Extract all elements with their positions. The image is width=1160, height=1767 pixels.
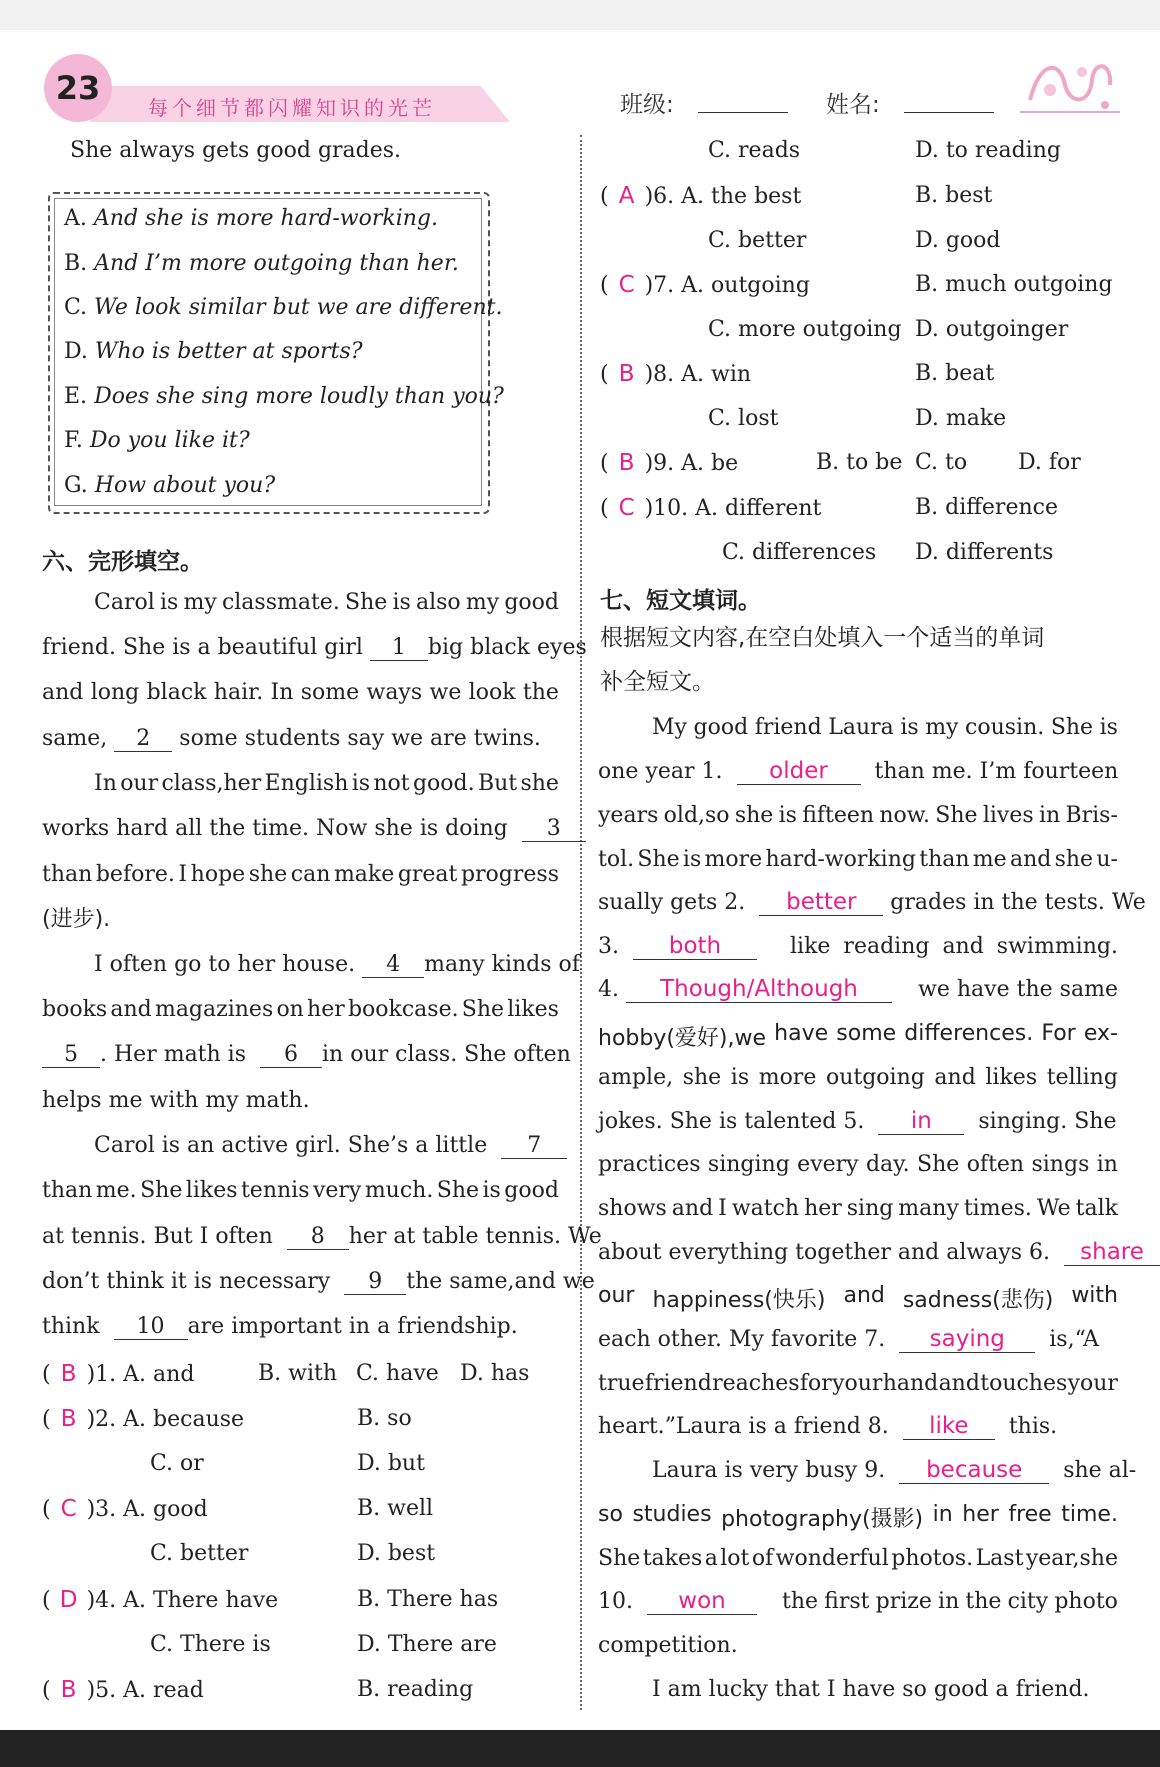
passage-line: shows and I watch her sing many times. We talk <box>598 1196 1118 1221</box>
blank-6[interactable]: 6 <box>260 1043 322 1068</box>
option-5c: C. reads <box>708 138 801 163</box>
cloze-line: I often go to her house. 4 many kinds of <box>94 952 580 977</box>
option-8b: B. beat <box>915 361 995 386</box>
option-e: E. Does she sing more loudly than you? <box>64 384 504 409</box>
option-f: F. Do you like it? <box>64 428 250 453</box>
instruction-line: 补全短文。 <box>600 669 715 695</box>
question-1: ( B )1. A. and <box>42 1361 195 1387</box>
passage-line: practices singing every day. She often sings in <box>598 1152 1118 1177</box>
question-7: ( C )7. A. outgoing <box>600 272 810 298</box>
cloze-line: helps me with my math. <box>42 1088 310 1113</box>
passage-line: My good friend Laura is my cousin. She is <box>652 715 1118 740</box>
question-8: ( B )8. A. win <box>600 361 752 387</box>
passage-line: true friend reaches for your hand and touches your <box>598 1371 1118 1396</box>
option-3c: C. better <box>150 1541 249 1566</box>
passage-blank-5[interactable]: in <box>878 1109 964 1135</box>
passage-line: about everything together and always 6. share <box>598 1240 1160 1266</box>
cloze-line: friend. She is a beautiful girl 1 big black eyes <box>42 635 587 660</box>
cloze-line: same, 2 some students say we are twins. <box>42 726 541 751</box>
blank-5[interactable]: 5 <box>42 1043 100 1068</box>
option-4d: D. There are <box>357 1632 497 1657</box>
class-label: 班级: <box>620 92 674 118</box>
passage-blank-9[interactable]: because <box>899 1458 1049 1484</box>
flourish-icon <box>1020 50 1120 120</box>
option-d: D. Who is better at sports? <box>64 339 363 364</box>
option-1b: B. with <box>258 1361 338 1386</box>
passage-line: one year 1. older than me. I’m fourteen <box>598 758 1119 784</box>
page-number-badge <box>44 54 112 122</box>
header-slogan: 每个细节都闪耀知识的光芒 <box>148 96 436 120</box>
passage-line: She takes a lot of wonderful photos. Last year,she <box>598 1546 1118 1571</box>
option-7c: C. more outgoing <box>708 317 902 342</box>
option-b: B. And I’m more outgoing than her. <box>64 251 459 276</box>
passage-line: years old,so she is fifteen now. She lives in Bris- <box>598 803 1118 828</box>
option-2d: D. but <box>357 1451 425 1476</box>
question-6: ( A )6. A. the best <box>600 183 802 209</box>
option-1c: C. have <box>356 1361 439 1386</box>
passage-line: we have the same <box>918 977 1118 1002</box>
option-8c: C. lost <box>708 406 779 431</box>
passage-blank-6[interactable]: share <box>1064 1240 1160 1266</box>
blank-10[interactable]: 10 <box>114 1315 188 1340</box>
answer-1[interactable]: B <box>60 1361 77 1387</box>
cloze-line: In our class,her English is not good. But she <box>94 771 559 796</box>
cloze-line: Carol is my classmate. She is also my good <box>94 590 559 615</box>
answer-10[interactable]: C <box>618 495 635 521</box>
passage-line: sually gets 2. better grades in the tests. We <box>598 889 1146 915</box>
passage-line: 10. won <box>598 1589 757 1615</box>
section6-title: 六、完形填空。 <box>42 549 203 575</box>
option-9b: B. to be <box>816 450 903 475</box>
answer-8[interactable]: B <box>618 361 635 387</box>
option-6d: D. good <box>915 228 1001 253</box>
passage-line: each other. My favorite 7. saying is,“A <box>598 1326 1099 1352</box>
passage-line: ample, she is more outgoing and likes telling <box>598 1065 1118 1090</box>
question-4: ( D )4. A. There have <box>42 1587 279 1613</box>
option-3d: D. best <box>357 1541 436 1566</box>
answer-4[interactable]: D <box>59 1587 78 1613</box>
question-2: ( B )2. A. because <box>42 1406 245 1432</box>
option-9c: C. to <box>915 450 968 475</box>
answer-9[interactable]: B <box>618 450 635 476</box>
passage-line: tol. She is more hard-working than me and she u- <box>598 847 1118 872</box>
passage-line: 3. both <box>598 934 757 960</box>
option-g: G. How about you? <box>64 473 276 498</box>
passage-line: 4. Though/Although <box>598 977 892 1003</box>
blank-8[interactable]: 8 <box>287 1225 349 1250</box>
passage-blank-2[interactable]: better <box>759 890 883 916</box>
passage-blank-7[interactable]: saying <box>899 1327 1035 1353</box>
page-number: 23 <box>55 69 101 107</box>
option-10d: D. differents <box>915 540 1054 565</box>
cloze-line: Carol is an active girl. She’s a little 7 <box>94 1133 567 1159</box>
name-field[interactable] <box>904 112 994 113</box>
cloze-line: think 10 are important in a friendship. <box>42 1314 518 1339</box>
answer-7[interactable]: C <box>618 272 635 298</box>
passage-line: jokes. She is talented 5. in singing. She <box>598 1108 1117 1134</box>
option-2b: B. so <box>357 1406 412 1431</box>
option-5b: B. reading <box>357 1677 474 1702</box>
cloze-line: than before. I hope she can make great progress <box>42 862 559 887</box>
question-3: ( C )3. A. good <box>42 1496 208 1522</box>
passage-blank-10[interactable]: won <box>647 1589 757 1615</box>
option-5d: D. to reading <box>915 138 1061 163</box>
cloze-line: books and magazines on her bookcase. She likes <box>42 997 559 1022</box>
option-3b: B. well <box>357 1496 434 1521</box>
option-6c: C. better <box>708 228 807 253</box>
blank-7[interactable]: 7 <box>501 1134 567 1159</box>
passage-line: I am lucky that I have so good a friend. <box>652 1677 1090 1702</box>
passage-line: hobby(爱好),we have some differences. For ex- <box>598 1021 1118 1051</box>
name-label: 姓名: <box>826 92 880 118</box>
bottom-bar <box>0 1730 1160 1767</box>
blank-9[interactable]: 9 <box>344 1270 406 1295</box>
blank-2[interactable]: 2 <box>114 727 172 752</box>
answer-5[interactable]: B <box>60 1677 77 1703</box>
blank-1[interactable]: 1 <box>370 636 428 661</box>
question-9: ( B )9. A. be <box>600 450 739 476</box>
cloze-line: (进步). <box>42 907 111 932</box>
passage-line: competition. <box>598 1633 738 1658</box>
passage-line: our happiness(快乐) and sadness(悲伤) with <box>598 1283 1118 1313</box>
passage-line: like reading and swimming. <box>790 934 1118 959</box>
option-7d: D. outgoinger <box>915 317 1069 342</box>
option-1d: D. has <box>460 1361 530 1386</box>
option-9d: D. for <box>1018 450 1081 475</box>
option-4c: C. There is <box>150 1632 271 1657</box>
option-8d: D. make <box>915 406 1007 431</box>
cloze-line: works hard all the time. Now she is doing 3 <box>42 816 586 842</box>
option-6b: B. best <box>915 183 993 208</box>
passage-blank-1[interactable]: older <box>737 759 861 785</box>
section7-title: 七、短文填词。 <box>600 588 761 614</box>
passage-blank-4[interactable]: Though/Although <box>626 977 892 1003</box>
passage-blank-3[interactable]: both <box>633 934 757 960</box>
question-5: ( B )5. A. read <box>42 1677 204 1703</box>
cloze-line: 5 . Her math is 6 in our class. She often <box>42 1042 571 1068</box>
answer-3[interactable]: C <box>60 1496 77 1522</box>
option-4b: B. There has <box>357 1587 499 1612</box>
option-10c: C. differences <box>722 540 877 565</box>
cloze-line: than me. She likes tennis very much. She is good <box>42 1178 559 1203</box>
option-10b: B. difference <box>915 495 1058 520</box>
blank-3[interactable]: 3 <box>522 817 586 842</box>
passage-line: heart.”Laura is a friend 8. like this. <box>598 1413 1058 1439</box>
question-10: ( C )10. A. different <box>600 495 822 521</box>
top-strip <box>0 0 1160 30</box>
class-field[interactable] <box>698 112 788 113</box>
passage-line: Laura is very busy 9. because she al- <box>652 1457 1137 1483</box>
option-a: A. And she is more hard-working. <box>64 206 438 231</box>
intro-line: She always gets good grades. <box>70 138 402 163</box>
answer-2[interactable]: B <box>60 1406 77 1432</box>
passage-line: the first prize in the city photo <box>782 1589 1118 1614</box>
column-divider <box>580 135 582 1710</box>
cloze-line: at tennis. But I often 8 her at table tennis. We <box>42 1224 602 1249</box>
passage-blank-8[interactable]: like <box>903 1414 995 1440</box>
option-c: C. We look similar but we are different. <box>64 295 503 320</box>
option-7b: B. much outgoing <box>915 272 1113 297</box>
blank-4[interactable]: 4 <box>362 953 424 978</box>
answer-6[interactable]: A <box>618 183 635 209</box>
passage-line: so studies photography(摄影) in her free time. <box>598 1502 1118 1532</box>
instruction-line: 根据短文内容,在空白处填入一个适当的单词 <box>600 625 1045 651</box>
cloze-line: and long black hair. In some ways we look the <box>42 680 559 705</box>
cloze-line: don’t think it is necessary 9 the same,and we <box>42 1269 595 1294</box>
option-2c: C. or <box>150 1451 204 1476</box>
